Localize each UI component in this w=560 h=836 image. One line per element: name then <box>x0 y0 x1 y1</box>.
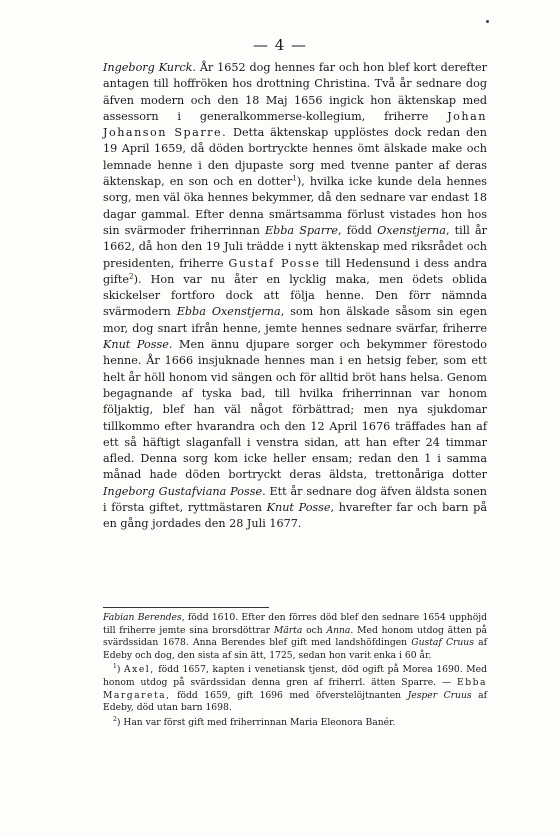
footnote-2-mark: 2 <box>113 715 117 723</box>
text-run: född 1657, kapten i venetiansk tjenst, död ogift på Morea 1690. Med honom utdog på svärdssidan denna gren af friherrl. ätten Sparre. — <box>103 664 487 688</box>
text-run: Med honom utdog ätten på svärdssidan 1678. Anna Berendes blef gift med landshöfdingen <box>103 624 488 649</box>
name-johan-johanson-sparre: Johan Johanson Sparre. <box>103 109 487 140</box>
text-run: , till år 1662, då hon den 19 Juli trädde i nytt äktenskap med riksrådet och presidenten, friherre <box>103 223 488 270</box>
footnote-divider <box>103 607 269 608</box>
name-fabian-berendes: Fabian Berendes <box>103 612 182 623</box>
text-run: född 1659, gift 1696 med öfverstelöjtnanten <box>170 689 408 701</box>
footnote-continuation <box>103 612 487 662</box>
name-ebba-sparre: Ebba Sparre <box>264 223 339 237</box>
name-gustaf-cruus: Gustaf Cruus <box>411 637 474 649</box>
text-run: ), hvilka icke kunde dela hennes sorg, men väl öka hennes bekymmer, då den sednare var endast 18 dagar gammal. Efter denna smärtsamma förlust vistades hon hos sin svärmoder friherrinnan <box>103 175 487 237</box>
text-run: ). Hon var nu åter en lycklig maka, men ödets oblida skickelser fortforo dock att följa henne. Den förr nämnda svärmodern <box>103 272 487 319</box>
name-jesper-cruus: Jesper Cruus <box>407 689 472 701</box>
name-ingeborg-kurck: Ingeborg Kurck. <box>103 61 196 74</box>
text-run: , hvarefter far och barn på en gång jordades den 28 Juli 1677. <box>103 501 487 531</box>
name-gustaf-posse: Gustaf Posse <box>228 256 321 270</box>
name-knut-posse-son: Knut Posse <box>266 501 331 515</box>
text-run: Detta äktenskap upplöstes dock redan den 19 April 1659, då döden bortryckte hennes ömt älskade make och lemnade henne i den djupaste sorg med tvenne panter af deras äktenskap, en son och en dotter <box>103 126 487 189</box>
text-run: och <box>302 624 327 636</box>
main-paragraph <box>103 60 487 533</box>
footnote-ref-1: 1 <box>292 173 297 183</box>
name-anna: Anna. <box>326 624 354 636</box>
footnote-1-mark: 1 <box>113 663 117 671</box>
name-marta: Märta <box>273 624 303 636</box>
text-run: , född 1610. Efter den förres död blef den sednare 1654 upphöjd till friherre jemte sina brorsdöttrar <box>103 612 487 636</box>
text-run: ) <box>116 664 125 676</box>
footnote-1 <box>103 664 487 714</box>
text-run: af Edeby och dog, den sista af sin ätt, 1725, sedan hon varit enka i 60 år. <box>103 637 487 661</box>
main-text <box>103 60 487 533</box>
text-run: af Edeby, död utan barn 1698. <box>103 689 487 714</box>
footnote-2 <box>103 717 487 730</box>
text-run: , född <box>338 223 378 237</box>
page-number: — 4 — <box>252 36 308 54</box>
name-oxenstjerna: Oxenstjerna <box>377 223 446 237</box>
name-ebba-margareta: Ebba Margareta, <box>103 676 487 701</box>
name-ingeborg-gustafviana-posse: Ingeborg Gustafviana Posse. <box>103 484 266 498</box>
text-run: , som hon älskade såsom sin egen mor, dog snart ifrån henne, jemte hennes sednare svärfar, friherre <box>103 305 487 335</box>
text-run: År 1652 dog hennes far och hon blef kort derefter antagen till hoffröken hos drottning Christina. Två år sednare dog äfven modern och den 18 Maj 1656 ingick hon äktenskap med assessorn i generalkommerse-kollegium, friherre <box>103 61 488 123</box>
name-axel: Axel, <box>124 664 155 676</box>
name-ebba-oxenstjerna: Ebba Oxenstjerna <box>176 305 281 319</box>
text-run: Ett år sednare dog äfven äldsta sonen i första giftet, ryttmästaren <box>103 484 487 515</box>
text-run: Men ännu djupare sorger och bekymmer förestodo henne. År 1666 insjuknade hennes man i en hetsig feber, som ett helt år höll honom vid sängen och för alltid bröt hans helsa. Genom begagnande af tyska bad, till hvilka friherrinnan var honom följaktig, blef han väl något förbättrad; men nya sjukdomar tillkommo efter hvarandra och den 12 April 1676 träffades han af ett så häftigt slaganfall i venstra sidan, att han efter 24 timmar afled. Denna sorg kom icke heller ensam; redan den 1 i samma månad hade döden bortryckt deras äldsta, trettonåriga dotter <box>103 338 487 482</box>
text-run: till Hedensund i dess andra gifte <box>103 256 487 286</box>
text-run: ) Han var först gift med friherrinnan Maria Eleonora Banér. <box>116 716 396 728</box>
footnotes <box>103 612 487 729</box>
footnote-ref-2: 2 <box>129 271 134 281</box>
print-speck <box>486 20 489 23</box>
name-knut-posse: Knut Posse. <box>103 338 173 352</box>
